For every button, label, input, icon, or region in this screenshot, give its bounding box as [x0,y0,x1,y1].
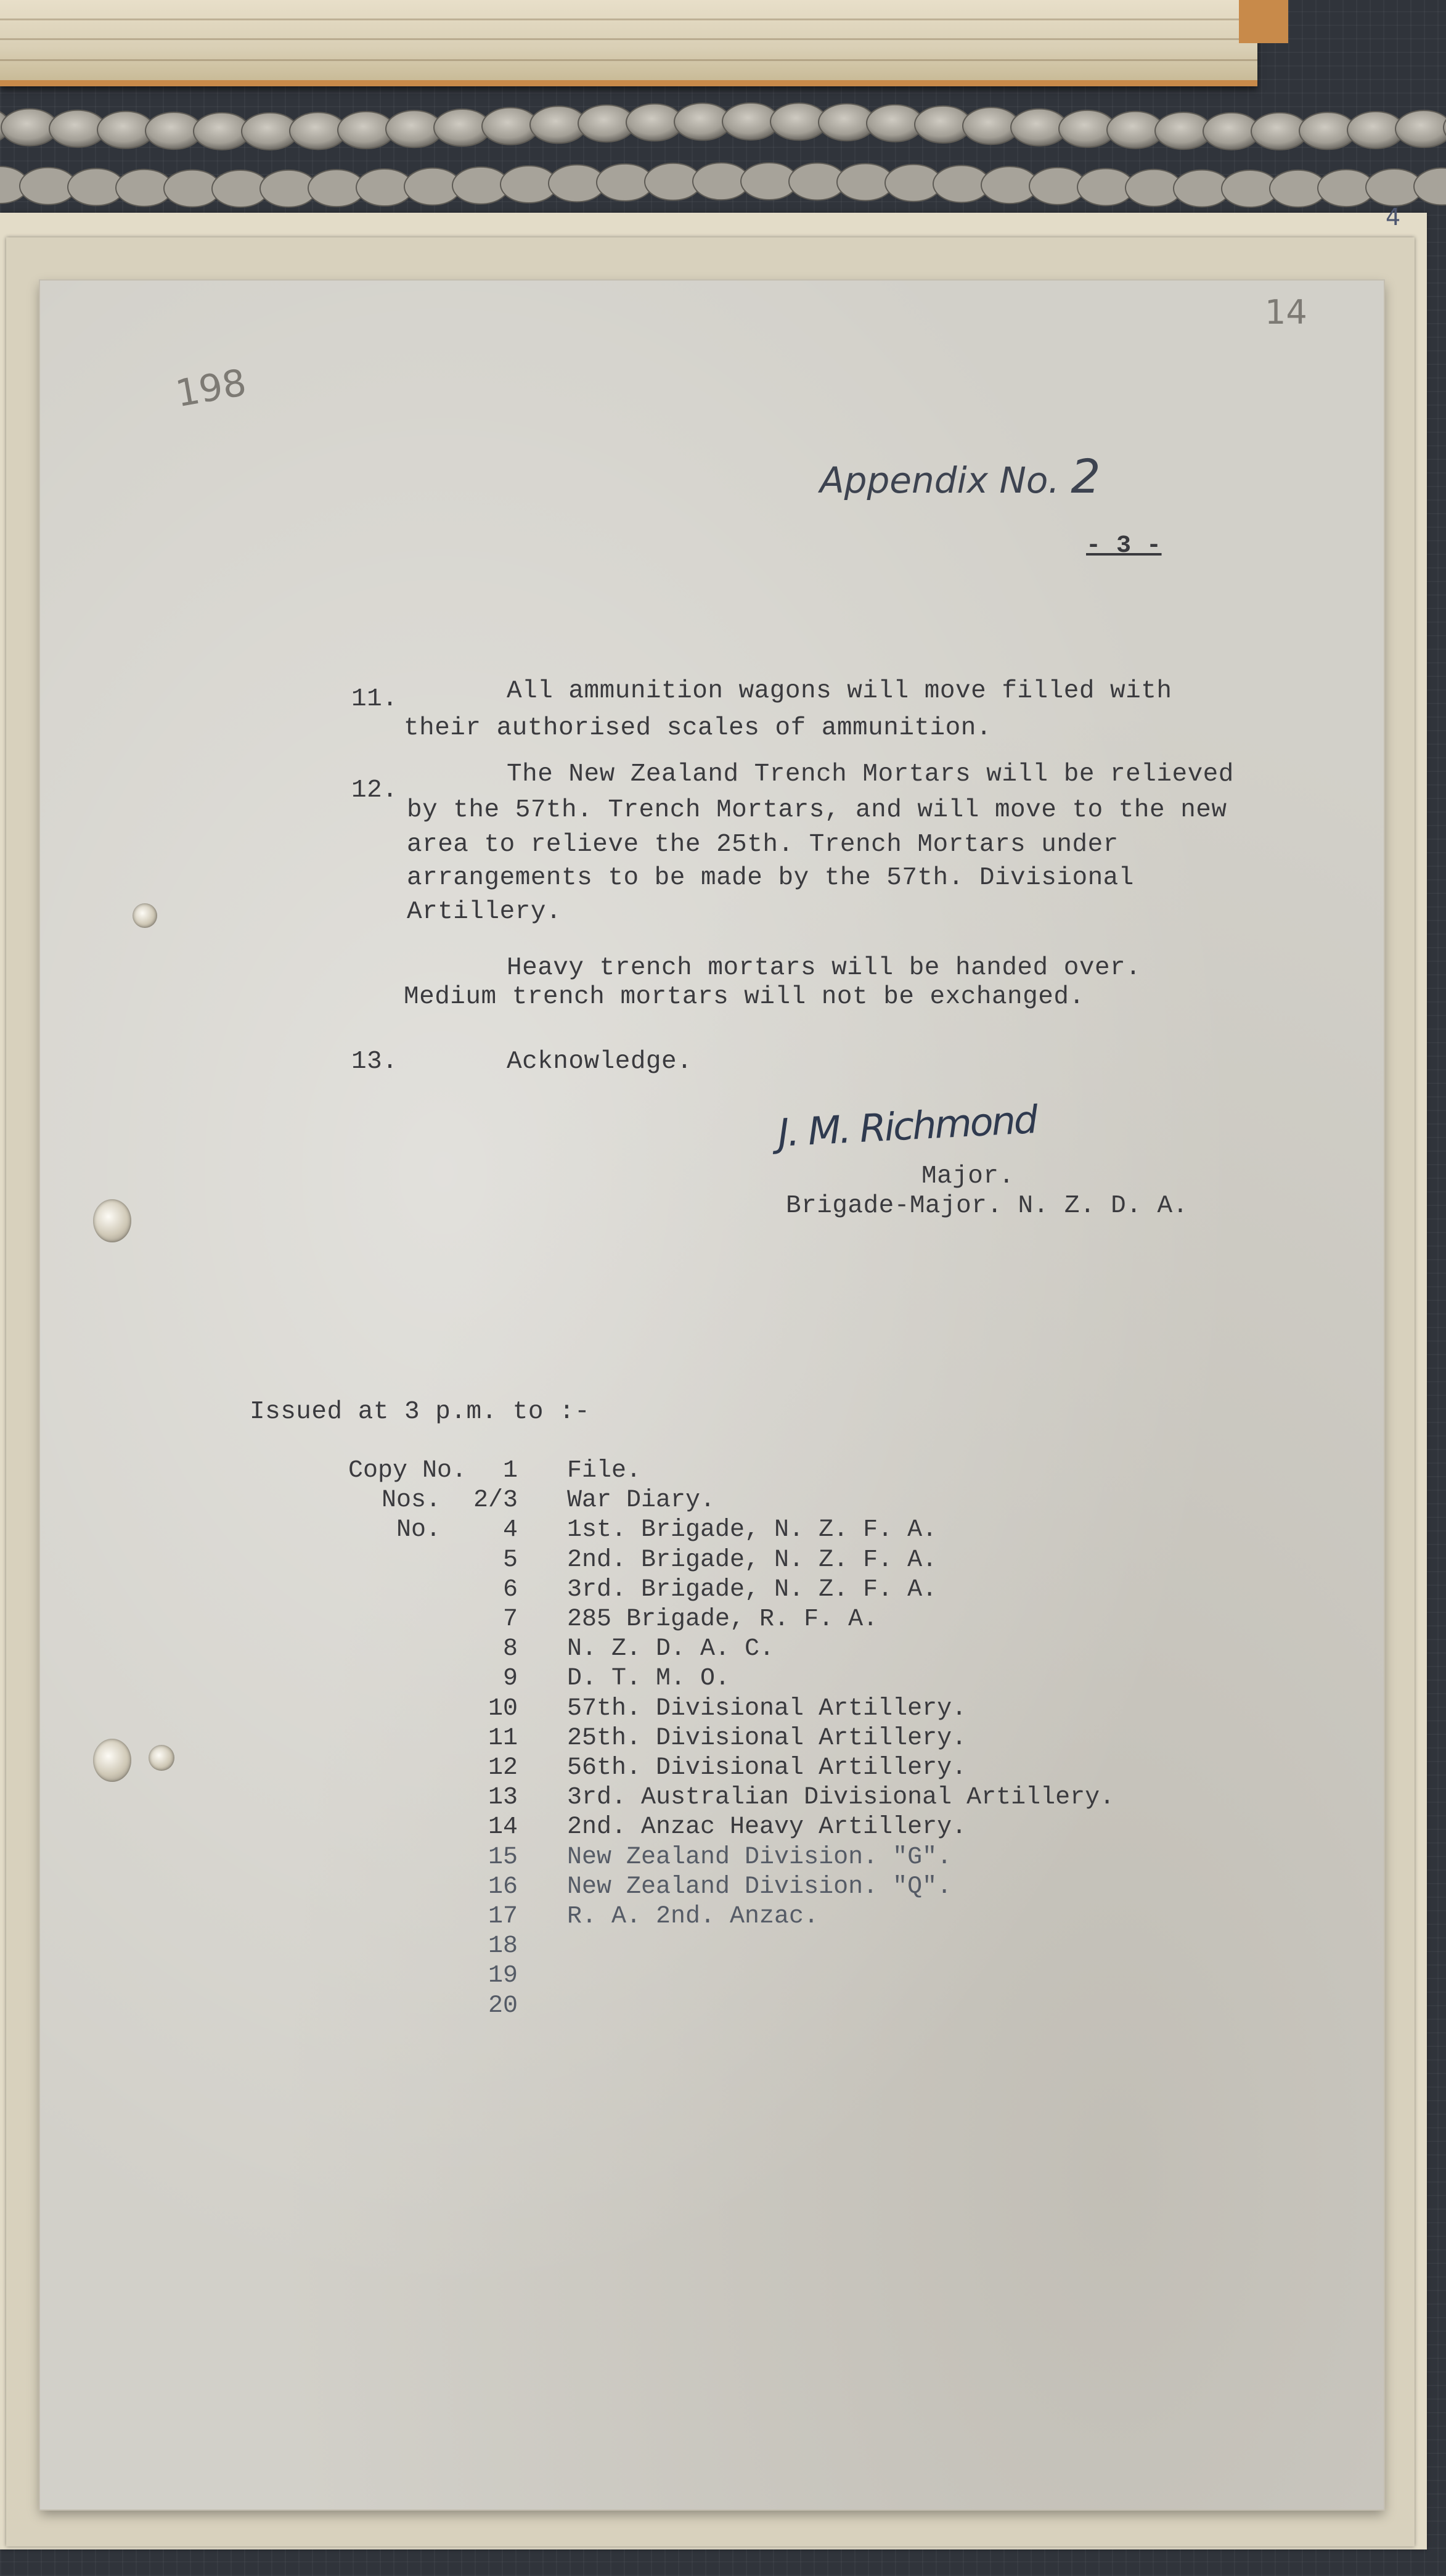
distribution-copy-number: 19 [488,1962,518,1990]
binding-cord-upper [0,92,1446,160]
paragraph-11-number: 11. [351,685,398,713]
distribution-copy-number: 7 [502,1606,518,1633]
distribution-destination: 2nd. Brigade, N. Z. F. A. [567,1546,937,1574]
distribution-destination: 3rd. Australian Divisional Artillery. [567,1784,1115,1812]
distribution-destination: New Zealand Division. "Q". [567,1873,952,1901]
distribution-copy-number: 14 [488,1813,518,1842]
distribution-row [348,1902,1273,1932]
top-paper-stack [0,0,1257,86]
signature-rank: Major. [921,1162,1015,1191]
distribution-row [348,1694,1273,1724]
punch-hole [149,1745,174,1771]
distribution-row [348,1605,1273,1635]
paragraph-13-line-1: Acknowledge. [507,1048,693,1076]
distribution-copy-number: 10 [488,1694,518,1723]
paragraph-12-line-3: area to relieve the 25th. Trench Mortars under [407,831,1119,859]
distribution-copy-number: 11 [488,1724,518,1752]
paragraph-13-number: 13. [351,1048,398,1076]
distribution-row [348,1724,1273,1754]
distribution-destination: D. T. M. O. [567,1665,730,1693]
page-marker: - 3 - [1086,532,1162,560]
paragraph-12-line-1: The New Zealand Trench Mortars will be relieved [507,760,1234,789]
distribution-destination: 25th. Divisional Artillery. [567,1724,967,1752]
distribution-row [348,1813,1273,1842]
paragraph-12-number: 12. [351,776,398,805]
appendix-label: Appendix No. [820,459,1060,501]
issued-line: Issued at 3 p.m. to :- [250,1398,590,1426]
distribution-destination: 2nd. Anzac Heavy Artillery. [567,1813,967,1842]
distribution-copy-number: 4 [502,1516,518,1544]
distribution-copy-number: 2/3 [473,1487,518,1515]
distribution-prefix: Nos. [381,1487,441,1515]
distribution-row [348,1932,1273,1961]
document-page [40,281,1384,2509]
paragraph-12-sub-line-1: Heavy trench mortars will be handed over. [507,954,1142,982]
distribution-destination: R. A. 2nd. Anzac. [567,1903,819,1930]
folio-number: 14 [1265,293,1307,332]
binding-cord-lower [0,151,1446,219]
distribution-row [348,1783,1273,1813]
distribution-copy-number: 20 [488,1991,518,2020]
corner-number: 4 [1386,203,1401,231]
distribution-destination: File. [567,1457,642,1485]
distribution-row [348,1754,1273,1783]
distribution-destination: N. Z. D. A. C. [567,1635,775,1663]
distribution-destination: War Diary. [567,1487,716,1515]
paragraph-12-line-4: arrangements to be made by the 57th. Divisional [407,864,1134,892]
paragraph-12-line-5: Artillery. [407,898,562,926]
distribution-copy-number: 17 [488,1903,518,1930]
paragraph-11-line-2: their authorised scales of ammunition. [404,714,992,742]
distribution-copy-number: 12 [488,1754,518,1782]
distribution-destination: 3rd. Brigade, N. Z. F. A. [567,1575,937,1604]
appendix-number: 2 [1071,449,1101,504]
distribution-destination: 57th. Divisional Artillery. [567,1694,967,1723]
distribution-prefix: Copy No. [348,1457,467,1485]
distribution-row [348,1456,1273,1486]
distribution-copy-number: 16 [488,1873,518,1901]
distribution-row [348,1873,1273,1902]
distribution-row [348,1546,1273,1575]
punch-hole [133,903,157,928]
punch-hole [93,1199,131,1242]
distribution-row [348,1843,1273,1873]
distribution-row [348,1486,1273,1516]
handwritten-signature: J. M. Richmond [777,1097,1037,1155]
distribution-copy-number: 6 [502,1575,518,1604]
distribution-copy-number: 13 [488,1784,518,1812]
distribution-prefix: No. [396,1516,441,1544]
distribution-copy-number: 5 [502,1546,518,1574]
distribution-copy-number: 1 [502,1457,518,1485]
paragraph-12-sub-line-2: Medium trench mortars will not be exchanged. [404,983,1085,1011]
distribution-destination: 285 Brigade, R. F. A. [567,1606,878,1633]
appendix-heading [820,449,1101,504]
distribution-destination: 56th. Divisional Artillery. [567,1754,967,1782]
paragraph-12-line-2: by the 57th. Trench Mortars, and will move to the new [407,796,1227,824]
cord-bead [1414,168,1446,205]
distribution-row [348,1961,1273,1991]
distribution-copy-number: 8 [502,1635,518,1663]
distribution-row [348,1516,1273,1545]
signature-appointment: Brigade-Major. N. Z. D. A. [786,1192,1188,1220]
distribution-copy-number: 15 [488,1843,518,1871]
distribution-row [348,1991,1273,2021]
page-pencil-number: 198 [172,361,250,416]
cord-bead [1395,110,1446,147]
distribution-destination: New Zealand Division. "G". [567,1843,952,1871]
distribution-destination: 1st. Brigade, N. Z. F. A. [567,1516,937,1544]
punch-hole [93,1739,131,1782]
distribution-row [348,1635,1273,1664]
distribution-row [348,1575,1273,1605]
paragraph-11-line-1: All ammunition wagons will move filled with [507,677,1172,705]
distribution-copy-number: 9 [502,1665,518,1693]
distribution-row [348,1664,1273,1694]
distribution-copy-number: 18 [488,1932,518,1961]
orange-folder-tab [1239,0,1288,43]
